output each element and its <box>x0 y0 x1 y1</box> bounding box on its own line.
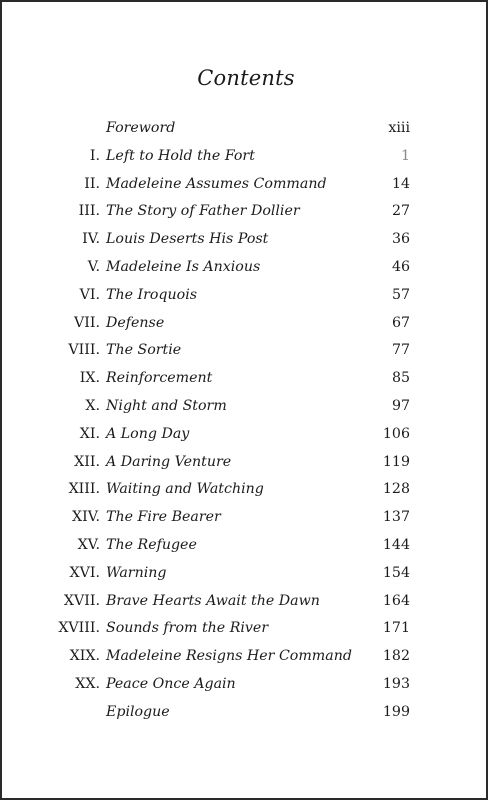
chapter-number: XIII. <box>68 481 100 498</box>
chapter-title: Louis Deserts His Post <box>106 231 269 248</box>
chapter-title: Epilogue <box>106 703 170 720</box>
chapter-title: The Refugee <box>106 536 197 553</box>
chapter-title: The Sortie <box>106 342 182 359</box>
toc-entry-20 <box>2 674 488 702</box>
chapter-title: A Daring Venture <box>106 453 232 470</box>
toc-entry-11 <box>2 424 488 452</box>
chapter-title: The Story of Father Dollier <box>106 203 300 220</box>
page-number: 36 <box>391 231 410 248</box>
toc-entry-5 <box>2 257 488 285</box>
page-number: 144 <box>382 536 410 553</box>
chapter-number: VIII. <box>68 342 100 359</box>
chapter-number: XVIII. <box>58 620 100 637</box>
chapter-number: XX. <box>75 675 100 692</box>
chapter-number: V. <box>87 258 100 275</box>
page-number: 46 <box>391 258 410 275</box>
chapter-number: XI. <box>79 425 100 442</box>
toc-entry-16 <box>2 563 488 591</box>
page-number: 199 <box>382 703 410 720</box>
toc-entry-2 <box>2 174 488 202</box>
page-number: 1 <box>400 147 410 164</box>
chapter-title: Foreword <box>106 120 176 136</box>
chapter-number: XIX. <box>69 648 100 665</box>
chapter-number: XII. <box>74 453 100 470</box>
toc-entry-14 <box>2 507 488 535</box>
toc-entry-13 <box>2 479 488 507</box>
toc-entry-15 <box>2 535 488 563</box>
page-number: 97 <box>391 397 410 414</box>
table-of-contents <box>2 118 488 730</box>
toc-entry-7 <box>2 313 488 341</box>
chapter-title: Peace Once Again <box>106 675 236 692</box>
page-number: 14 <box>391 175 410 192</box>
page-number: 27 <box>391 203 410 220</box>
page-number: 57 <box>391 286 410 303</box>
toc-entry-19 <box>2 646 488 674</box>
chapter-number: VI. <box>79 286 100 303</box>
chapter-title: The Iroquois <box>106 286 198 303</box>
chapter-number: II. <box>84 175 100 192</box>
page-number: 193 <box>382 675 410 692</box>
page-number: 137 <box>382 509 410 526</box>
page-number: 67 <box>391 314 410 331</box>
toc-entry-4 <box>2 229 488 257</box>
toc-entry-12 <box>2 452 488 480</box>
toc-entry-6 <box>2 285 488 313</box>
contents-title: Contents <box>197 66 295 90</box>
toc-entry-9 <box>2 368 488 396</box>
chapter-number: III. <box>78 203 100 220</box>
page-number: 119 <box>382 453 410 470</box>
page-number: xiii <box>388 120 410 136</box>
page-number: 154 <box>382 564 410 581</box>
chapter-title: The Fire Bearer <box>106 509 221 526</box>
page-number: 106 <box>382 425 410 442</box>
chapter-title: Left to Hold the Fort <box>106 147 255 164</box>
toc-entry-epilogue <box>2 702 488 730</box>
page-number: 77 <box>391 342 410 359</box>
page-number: 85 <box>391 370 410 387</box>
chapter-title: Brave Hearts Await the Dawn <box>106 592 320 609</box>
chapter-title: Warning <box>106 564 167 581</box>
chapter-title: Sounds from the River <box>106 620 269 637</box>
chapter-title: Defense <box>106 314 165 331</box>
toc-entry-8 <box>2 340 488 368</box>
page-number: 128 <box>382 481 410 498</box>
chapter-number: IV. <box>82 231 100 248</box>
toc-entry-18 <box>2 618 488 646</box>
chapter-title: Madeleine Is Anxious <box>106 258 261 275</box>
chapter-number: XVII. <box>63 592 100 609</box>
chapter-number: X. <box>85 397 100 414</box>
chapter-title: Waiting and Watching <box>106 481 264 498</box>
chapter-title: Madeleine Resigns Her Command <box>106 648 352 665</box>
page-number: 171 <box>382 620 410 637</box>
chapter-title: A Long Day <box>106 425 190 442</box>
page-number: 164 <box>382 592 410 609</box>
toc-entry-3 <box>2 201 488 229</box>
toc-entry-17 <box>2 591 488 619</box>
toc-entry-10 <box>2 396 488 424</box>
toc-entry-1 <box>2 146 488 174</box>
chapter-number: IX. <box>79 370 100 387</box>
chapter-number: XVI. <box>69 564 100 581</box>
chapter-number: XIV. <box>72 509 100 526</box>
chapter-number: I. <box>89 147 100 164</box>
chapter-title: Night and Storm <box>106 397 227 414</box>
chapter-number: XV. <box>77 536 100 553</box>
page-number: 182 <box>382 648 410 665</box>
chapter-number: VII. <box>74 314 100 331</box>
chapter-title: Reinforcement <box>106 370 213 387</box>
chapter-title: Madeleine Assumes Command <box>106 175 327 192</box>
toc-entry-foreword <box>2 118 488 146</box>
